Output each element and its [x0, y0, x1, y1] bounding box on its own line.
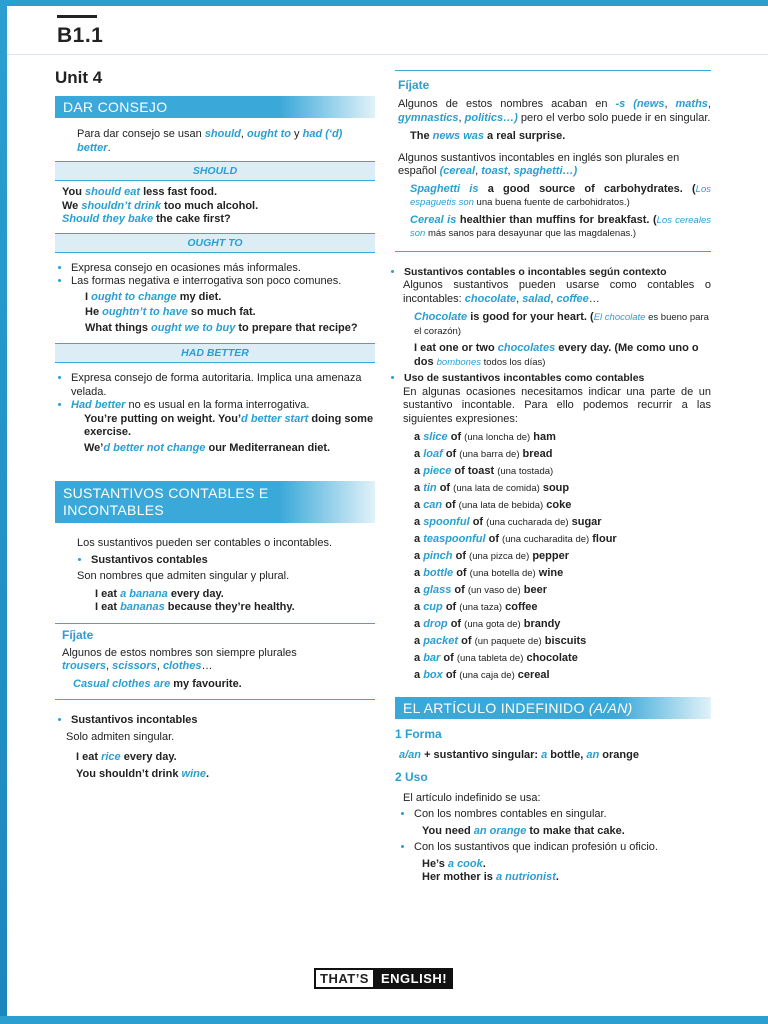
example: I eat one or two chocolates every day. (Me como uno o dos bombones todos los días): [414, 342, 699, 368]
bottom-frame: [0, 1016, 768, 1024]
example: I eat rice every day.: [76, 751, 177, 763]
forma-rule: a/an + sustantivo singular: a bottle, an orange: [399, 748, 639, 761]
example: We’d better not change our Mediterranean diet.: [84, 441, 331, 454]
measure-item: a can of (una lata de bebida) coke: [414, 499, 572, 511]
bullet: • Con los nombres contables en singular.: [414, 808, 711, 822]
example: You need an orange to make that cake.: [422, 824, 625, 837]
subheading-had-better: HAD BETTER: [55, 343, 375, 363]
consejo-intro: Para dar consejo se usan should, ought to y had (‘d) better.: [77, 128, 343, 154]
contexto-list: [395, 266, 711, 280]
example: Her mother is a nutrionist.: [422, 871, 559, 883]
fijate-box-right: [395, 70, 711, 241]
divider: [55, 699, 375, 700]
example: We shouldn’t drink too much alcohol.: [62, 199, 259, 212]
bullet: • Expresa consejo de forma autoritaria. Implica una amenaza velada.: [71, 372, 375, 399]
measure-list: [395, 429, 711, 684]
measure-item: a tin of (una lata de comida) soup: [414, 482, 570, 494]
page-header: [7, 6, 768, 55]
example: He’s a cook.: [422, 857, 486, 870]
measure-item: a slice of (una loncha de) ham: [414, 431, 556, 443]
example: Casual clothes are my favourite.: [73, 677, 242, 690]
measure-item: a glass of (un vaso de) beer: [414, 584, 547, 596]
subheading-ought-to: OUGHT TO: [55, 233, 375, 253]
example: You shouldn’t drink wine.: [76, 767, 210, 780]
articulo-bullets: [395, 808, 711, 822]
example: The news was a real surprise.: [410, 130, 566, 142]
measure-item: a cup of (una taza) coffee: [414, 601, 538, 613]
ought-bullets: [55, 262, 375, 289]
sustantivos-intro: Los sustantivos pueden ser contables o incontables.: [77, 537, 332, 549]
uso-desc: En algunas ocasiones necesitamos indicar una parte de un sustantivo incontable. Para ello podemos recurrir a las siguientes expresiones:: [403, 385, 711, 425]
example: You’re putting on weight. You’d better start doing some exercise.: [84, 412, 374, 438]
fijate-title: Fíjate: [398, 78, 430, 92]
measure-item: a box of (una caja de) cereal: [414, 669, 550, 681]
measure-item: a teaspoonful of (una cucharadita de) flour: [414, 533, 617, 545]
measure-item: a bottle of (una botella de) wine: [414, 567, 564, 579]
measure-item: a bar of (una tableta de) chocolate: [414, 652, 578, 664]
thats-english-logo: [314, 968, 453, 989]
bullet: • Expresa consejo en ocasiones más informales.: [71, 262, 375, 276]
example: Cereal is healthier than muffins for breakfast. (Los cereales son más sanos para desayunar que las magdalenas.): [410, 213, 711, 239]
bullet: • Had better no es usual en la forma interrogativa.: [71, 399, 375, 413]
contexto-desc: Algunos sustantivos pueden usarse como contables o incontables: chocolate, salad, coffee…: [403, 279, 711, 305]
section-articulo: EL ARTÍCULO INDEFINIDO (A/AN): [395, 697, 711, 719]
subheading-should: SHOULD: [55, 161, 375, 181]
section-sustantivos: SUSTANTIVOS CONTABLES E INCONTABLES: [55, 481, 375, 523]
measure-item: a packet of (un paquete de) biscuits: [414, 635, 587, 647]
section-dar-consejo: DAR CONSEJO: [55, 96, 375, 118]
level-bar: [57, 15, 97, 18]
fijate-box-left: [55, 623, 375, 692]
example: Spaghetti is a good source of carbohydrates. (Los espaguetis son una buena fuente de carbohidratos.): [410, 182, 711, 208]
bullet: • Con los sustantivos que indican profesión u oficio.: [414, 841, 711, 855]
fijate-p1: Algunos de estos nombres acaban en -s (news, maths, gymnastics, politics…) pero el verbo solo puede ir en singular.: [398, 98, 711, 124]
incontables-heading: • Sustantivos incontables: [71, 714, 375, 728]
fijate-p2: Algunos sustantivos incontables en inglés son plurales en español (cereal, toast, spaghetti…): [398, 151, 680, 177]
example: Chocolate is good for your heart. (El chocolate es bueno para el corazón): [414, 311, 709, 337]
left-column: [55, 62, 375, 781]
measure-item: a pinch of (una pizca de) pepper: [414, 550, 570, 562]
forma-heading: 1 Forma: [395, 727, 442, 741]
contables-list: [55, 554, 375, 568]
contexto-heading: • Sustantivos contables o incontables según contexto: [404, 266, 711, 280]
measure-item: a piece of toast (una tostada): [414, 465, 554, 477]
fijate-text: Algunos de estos nombres son siempre plurales: [62, 646, 297, 659]
bullet: • Las formas negativa e interrogativa son poco comunes.: [71, 275, 375, 289]
logo-right: ENGLISH!: [375, 968, 453, 989]
level-label: B1.1: [57, 24, 104, 47]
contables-desc: Son nombres que admiten singular y plural.: [77, 570, 290, 582]
example: Should they bake the cake first?: [62, 213, 231, 225]
example: You should eat less fast food.: [62, 186, 218, 198]
uso-heading: • Uso de sustantivos incontables como contables: [404, 372, 711, 386]
example: I eat a banana every day.: [95, 587, 224, 600]
measure-item: a spoonful of (una cucharada de) sugar: [414, 516, 602, 528]
divider: [395, 251, 711, 252]
incontables-desc: Solo admiten singular.: [66, 730, 175, 743]
example: What things ought we to buy to prepare that recipe?: [85, 321, 358, 334]
articulo-bullets-2: [395, 841, 711, 855]
unit-title: Unit 4: [55, 68, 103, 87]
example: He oughtn’t to have so much fat.: [85, 306, 256, 318]
logo-left: THAT’S: [314, 968, 375, 989]
example: I eat bananas because they’re healthy.: [95, 601, 295, 613]
uso-list: [395, 372, 711, 386]
uso-heading-2: 2 Uso: [395, 770, 428, 784]
uso-intro: El artículo indefinido se usa:: [403, 791, 541, 804]
left-frame: [0, 0, 7, 1024]
fijate-list: trousers, scissors, clothes…: [62, 660, 213, 672]
right-column: [395, 62, 711, 885]
incontables-list: [55, 714, 375, 728]
fijate-title: Fíjate: [62, 627, 94, 642]
contables-heading: • Sustantivos contables: [91, 554, 375, 568]
measure-item: a drop of (una gota de) brandy: [414, 618, 561, 630]
example: I ought to change my diet.: [85, 290, 222, 303]
measure-item: a loaf of (una barra de) bread: [414, 448, 553, 460]
had-better-bullets: [55, 372, 375, 413]
